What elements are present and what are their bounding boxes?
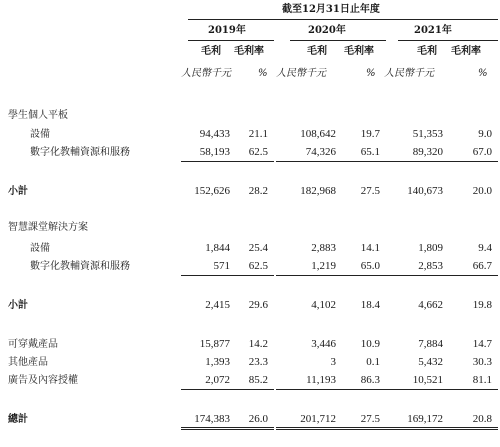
row-label-s2-device: 設備 [30,243,50,254]
cell-s2-digital-gp-2019: 571 [213,260,230,272]
cell-other-products-gp-2020: 3 [330,356,336,368]
row-label-s2-subtotal: 小計 [8,300,28,311]
cell-s2-subtotal-gm-2019: 29.6 [248,299,268,311]
period-header: 截至12月31日止年度 [282,4,380,15]
cell-wearables-gm-2021: 14.7 [472,338,492,350]
cell-s2-device-gm-2020: 14.1 [360,242,380,254]
cell-s1-digital-gm-2021: 67.0 [472,146,492,158]
cell-s1-device-gm-2019: 21.1 [248,128,268,140]
cell-grand-total-gp-2019: 174,383 [194,413,230,425]
subtotal2-rule-2020 [276,275,386,276]
cell-wearables-gp-2021: 7,884 [418,338,443,350]
cell-s1-subtotal-gm-2020: 27.5 [360,185,380,197]
cell-s2-subtotal-gm-2021: 19.8 [472,299,492,311]
cell-other-products-gp-2021: 5,432 [418,356,443,368]
col-gp-2020: 毛利 [307,46,327,57]
total-rule-2021 [384,389,498,390]
cell-ads-licensing-gm-2020: 86.3 [360,374,380,386]
cell-s1-digital-gp-2021: 89,320 [412,146,443,158]
cell-s1-subtotal-gp-2019: 152,626 [194,185,230,197]
cell-wearables-gm-2019: 14.2 [248,338,268,350]
section-student-tablet: 學生個人平板 [8,110,68,121]
year-2019: 2019年 [208,25,246,36]
cell-s2-device-gp-2019: 1,844 [205,242,230,254]
unit-gm-2019: % [258,68,268,79]
cell-grand-total-gm-2019: 26.0 [248,413,268,425]
cell-grand-total-gm-2021: 20.8 [472,413,492,425]
year-rule-2021 [398,40,498,41]
cell-s1-subtotal-gm-2019: 28.2 [248,185,268,197]
cell-s1-subtotal-gp-2020: 182,968 [300,185,336,197]
cell-wearables-gm-2020: 10.9 [360,338,380,350]
cell-ads-licensing-gp-2020: 11,193 [306,374,336,386]
section-smart-classroom: 智慧課堂解決方案 [8,222,88,233]
grand-total-rule-2021 [384,427,498,430]
unit-gm-2021: % [478,68,488,79]
cell-s2-device-gm-2021: 9.4 [478,242,492,254]
year-2021: 2021年 [414,25,452,36]
cell-wearables-gp-2020: 3,446 [311,338,336,350]
cell-ads-licensing-gp-2019: 2,072 [205,374,230,386]
total-rule-2020 [276,389,386,390]
cell-other-products-gp-2019: 1,393 [205,356,230,368]
grand-total-rule-2019 [181,427,274,430]
row-label-wearables: 可穿戴產品 [8,339,58,350]
cell-grand-total-gp-2020: 201,712 [300,413,336,425]
total-rule-2019 [181,389,274,390]
subtotal1-rule-2019 [181,161,274,162]
cell-s2-digital-gm-2021: 66.7 [472,260,492,272]
cell-s2-device-gp-2020: 2,883 [311,242,336,254]
row-label-s1-subtotal: 小計 [8,186,28,197]
unit-gp-2019: 人民幣千元 [181,68,231,79]
cell-other-products-gm-2019: 23.3 [248,356,268,368]
row-label-s1-device: 設備 [30,129,50,140]
unit-gp-2020: 人民幣千元 [276,68,326,79]
row-label-other-products: 其他產品 [8,357,48,368]
cell-s2-digital-gp-2021: 2,853 [418,260,443,272]
cell-other-products-gm-2020: 0.1 [366,356,380,368]
row-label-s1-digital: 數字化教輔資源和服務 [30,147,130,158]
cell-s1-device-gp-2019: 94,433 [199,128,230,140]
cell-s2-subtotal-gp-2021: 4,662 [418,299,443,311]
unit-gp-2021: 人民幣千元 [384,68,434,79]
cell-wearables-gp-2019: 15,877 [199,338,230,350]
cell-s1-digital-gm-2020: 65.1 [360,146,380,158]
cell-s1-subtotal-gp-2021: 140,673 [407,185,443,197]
cell-s1-subtotal-gm-2021: 20.0 [472,185,492,197]
row-label-s2-digital: 數字化教輔資源和服務 [30,261,130,272]
cell-s2-digital-gp-2020: 1,219 [311,260,336,272]
col-gm-2019: 毛利率 [234,46,264,57]
cell-s1-device-gm-2020: 19.7 [360,128,380,140]
subtotal1-rule-2020 [276,161,386,162]
cell-ads-licensing-gm-2021: 81.1 [472,374,492,386]
cell-s2-subtotal-gm-2020: 18.4 [360,299,380,311]
cell-s1-digital-gm-2019: 62.5 [248,146,268,158]
cell-s2-device-gp-2021: 1,809 [418,242,443,254]
row-label-ads-licensing: 廣告及內容授權 [8,375,78,386]
subtotal1-rule-2021 [384,161,498,162]
subtotal2-rule-2019 [181,275,274,276]
cell-s2-subtotal-gp-2019: 2,415 [205,299,230,311]
cell-s2-digital-gm-2020: 65.0 [360,260,380,272]
period-rule [188,19,498,20]
cell-s1-device-gm-2021: 9.0 [478,128,492,140]
cell-s2-subtotal-gp-2020: 4,102 [311,299,336,311]
cell-s2-device-gm-2019: 25.4 [248,242,268,254]
year-2020: 2020年 [308,25,346,36]
year-rule-2019 [188,40,274,41]
cell-s1-device-gp-2020: 108,642 [300,128,336,140]
col-gp-2019: 毛利 [201,46,221,57]
cell-ads-licensing-gp-2021: 10,521 [412,374,443,386]
unit-gm-2020: % [366,68,376,79]
col-gm-2021: 毛利率 [451,46,481,57]
cell-s1-digital-gp-2020: 74,326 [305,146,336,158]
cell-grand-total-gm-2020: 27.5 [360,413,380,425]
cell-grand-total-gp-2021: 169,172 [407,413,443,425]
year-rule-2020 [290,40,386,41]
grand-total-rule-2020 [276,427,386,430]
cell-other-products-gm-2021: 30.3 [472,356,492,368]
cell-s1-digital-gp-2019: 58,193 [199,146,230,158]
cell-ads-licensing-gm-2019: 85.2 [248,374,268,386]
cell-s1-device-gp-2021: 51,353 [412,128,443,140]
col-gp-2021: 毛利 [417,46,437,57]
row-label-grand-total: 總計 [8,414,28,425]
col-gm-2020: 毛利率 [344,46,374,57]
cell-s2-digital-gm-2019: 62.5 [248,260,268,272]
subtotal2-rule-2021 [384,275,498,276]
